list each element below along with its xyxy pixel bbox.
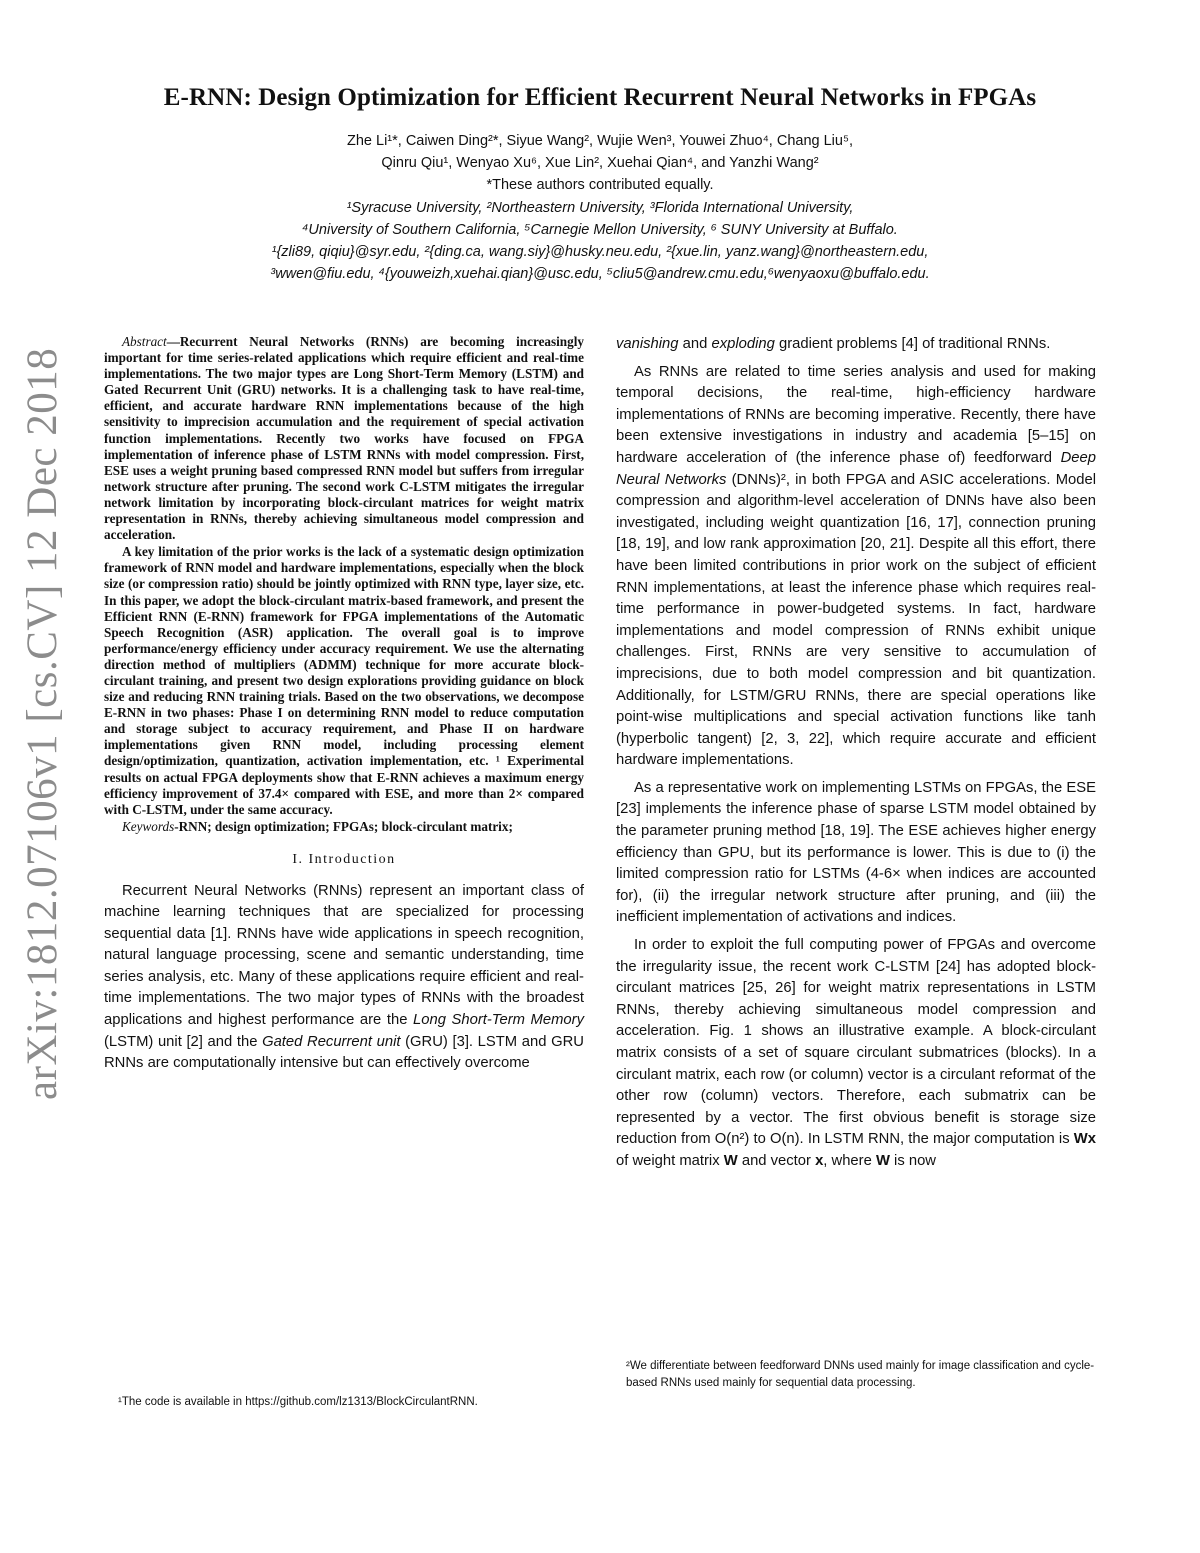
footnote-dnn-rnn: ²We differentiate between feedforward DNNs used mainly for image classification and cycle-based RNNs used mainly for sequential data processing.: [626, 1360, 1095, 1389]
right-column: [616, 334, 1096, 1173]
affiliation-line-2: ⁴University of Southern California, ⁵Carnegie Mellon University, ⁶ SUNY University at Buffalo.: [302, 221, 898, 238]
p4-text-c: and vector: [741, 1152, 811, 1169]
affiliation-line-1: ¹Syracuse University, ²Northeastern University, ³Florida International University,: [346, 199, 854, 216]
keywords-text: -RNN; design optimization; FPGAs; block-circulant matrix;: [174, 818, 513, 834]
cont-rest: gradient problems [4] of traditional RNNs.: [778, 336, 1051, 352]
arxiv-stamp: arXiv:1812.07106v1 [cs.CV] 12 Dec 2018: [19, 347, 66, 1100]
intro-continuation: [616, 334, 1096, 356]
keywords: [104, 819, 584, 835]
p4-text-d: , where: [823, 1152, 872, 1169]
paper-title: E-RNN: Design Optimization for Efficient Recurrent Neural Networks in FPGAs: [163, 84, 1037, 111]
left-column: [104, 334, 584, 1075]
intro-paragraph-2: [616, 362, 1096, 772]
equal-contribution-note: *These authors contributed equally.: [486, 177, 714, 194]
p2-text-b: (DNNs)², in both FPGA and ASIC accelerations. Model compression and algorithm-level acceleration of DNNs have also been investigated, including weight quantization [16, 17], connection pruning [18, 19], and low rank approximation [20, 21]. Despite all this effort, there have been limited contributions in prior work on the subject of efficient RNN implementations, at least the inference phase which requires real-time performance in power-budgeted systems. In fact, hardware implementations and model compression of RNNs exhibit unique challenges. First, RNNs are very sensitive to accumulation of imprecisions, due to both model compression and bit quantization. Additionally, for LSTM/GRU RNNs, there are special operations like point-wise multiplications and special activation functions like tanh (hyperbolic tangent) [2, 3, 22], which require accurate and efficient hardware implementations.: [616, 471, 1096, 769]
author-list-line-2: Qinru Qiu¹, Wenyao Xu⁶, Xue Lin², Xuehai Qian⁴, and Yanzhi Wang²: [381, 155, 819, 172]
intro-paragraph-4: [616, 935, 1096, 1173]
abstract-paragraph-2: A key limitation of the prior works is the lack of a systematic design optimization framework of RNN model and hardware implementations, especially when the block size (or compression ratio) should be jointly optimized with RNN type, layer size, etc. In this paper, we adopt the block-circulant matrix-based framework, and present the Efficient RNN (E-RNN) framework for FPGA implementations of the Automatic Speech Recognition (ASR) application. The overall goal is to improve performance/energy efficiency under accuracy requirement. We use the alternating direction method of multipliers (ADMM) technique for more accurate block-circulant training, and present two design explorations providing guidance on block size and reducing RNN training trials. Based on the two observations, we decompose E-RNN in two phases: Phase I on determining RNN model to reduce computation and storage subject to accuracy requirement, and Phase II on hardware implementations given RNN model, including processing element design/optimization, quantization, activation implementation, etc. ¹ Experimental results on actual FPGA deployments show that E-RNN achieves a maximum energy efficiency improvement of 37.4× compared with ESE, and more than 2× compared with C-LSTM, under the same accuracy.: [104, 544, 584, 817]
p4-text-b: of weight matrix: [616, 1152, 720, 1169]
intro-term-lstm: Long Short-Term Memory: [413, 1012, 584, 1029]
email-line-1: ¹{zli89, qiqiu}@syr.edu, ²{ding.ca, wang.siy}@husky.neu.edu, ²{xue.lin, yanz.wang}@northeastern.edu,: [271, 244, 929, 261]
math-wx: Wx: [1073, 1131, 1096, 1148]
author-block: [110, 130, 1090, 285]
author-list-line-1: Zhe Li¹*, Caiwen Ding²*, Siyue Wang², Wujie Wen³, Youwei Zhuo⁴, Chang Liu⁵,: [346, 133, 854, 149]
intro-paragraph-1: [104, 881, 584, 1075]
intro-text-a: Recurrent Neural Networks (RNNs) represent an important class of machine learning techniques that are specialized for processing sequential data [1]. RNNs have wide applications in speech recognition, natural language processing, scene and semantic understanding, time series analysis, etc. Many of these applications require efficient and real-time implementations. The two major types of RNNs with the broadest applications and highest performance are the: [104, 882, 584, 1029]
intro-text-c: (GRU) [3]. LSTM and GRU RNNs are computationally intensive but can effectively overcome: [104, 1033, 584, 1072]
intro-paragraph-3: As a representative work on implementing LSTMs on FPGAs, the ESE [23] implements the inference phase of sparse LSTM model obtained by the parameter pruning method [18, 19]. The ESE achieves higher energy efficiency than GPU, but its performance is lower. This is due to (i) the limited compression ratio for LSTMs (4-6× when indices are accounted for), (ii) the irregular network structure after pruning, and (iii) the inefficient implementation of activations and indices.: [616, 779, 1096, 926]
footnote-code-link: ¹The code is available in https://github.com/lz1313/BlockCirculantRNN.: [118, 1396, 478, 1408]
section-heading-introduction: I. Introduction: [292, 851, 396, 867]
abstract: [104, 334, 584, 835]
term-exploding: exploding: [711, 336, 775, 352]
intro-text-b: (LSTM) unit [2] and the: [104, 1033, 258, 1050]
math-x: x: [815, 1152, 824, 1169]
term-dnn: Deep Neural Networks: [616, 449, 1096, 488]
math-w-2: W: [875, 1152, 890, 1169]
abstract-text-1: —Recurrent Neural Networks (RNNs) are becoming increasingly important for time series-related applications which require efficient and real-time implementations. The two major types are Long Short-Term Memory (LSTM) and Gated Recurrent Unit (GRU) networks. It is a challenging task to have real-time, efficient, and accurate hardware RNN implementations because of the high sensitivity to imprecision accumulation and the requirement of special activation function implementations. Recently two works have focused on FPGA implementation of inference phase of LSTM RNNs with model compression. First, ESE uses a weight pruning based compressed RNN model but suffers from irregular network structure after pruning. The second work C-LSTM mitigates the irregular network limitation by incorporating block-circulant matrices for weight matrix representation in RNNs, thereby achieving simultaneous model compression and acceleration.: [104, 334, 584, 543]
keywords-label: Keywords: [122, 818, 175, 834]
intro-term-gru: Gated Recurrent unit: [262, 1033, 401, 1050]
abstract-label: Abstract: [122, 334, 167, 349]
p4-text-e: is now: [894, 1152, 936, 1169]
term-vanishing: vanishing: [616, 336, 679, 352]
p4-text-a: In order to exploit the full computing power of FPGAs and overcome the irregularity issue, the recent work C-LSTM [24] has adopted block-circulant matrices [25, 26] for weight matrix representations in LSTM RNNs, thereby achieving simultaneous model compression and acceleration. Fig. 1 shows an illustrative example. A block-circulant matrix consists of a set of square circulant submatrices (blocks). In a circulant matrix, each row (or column) vector is a circulant reformat of the other row (column) vectors. Therefore, each submatrix can be represented by a vector. The first obvious benefit is storage size reduction from O(n²) to O(n). In LSTM RNN, the major computation is: [616, 937, 1096, 1148]
p2-text-a: As RNNs are related to time series analysis and used for making temporal decisions, the real-time, high-efficiency hardware implementations of RNNs are becoming imperative. Recently, there have been extensive investigations in industry and academia [5–15] on hardware acceleration of (the inference phase of) feedforward: [616, 363, 1096, 466]
abstract-paragraph-1: [104, 334, 584, 543]
email-line-2: ³wwen@fiu.edu, ⁴{youweizh,xuehai.qian}@usc.edu, ⁵cliu5@andrew.cmu.edu,⁶wenyaoxu@buffalo.edu.: [270, 266, 930, 283]
cont-and: and: [682, 336, 708, 352]
math-w: W: [723, 1152, 738, 1169]
